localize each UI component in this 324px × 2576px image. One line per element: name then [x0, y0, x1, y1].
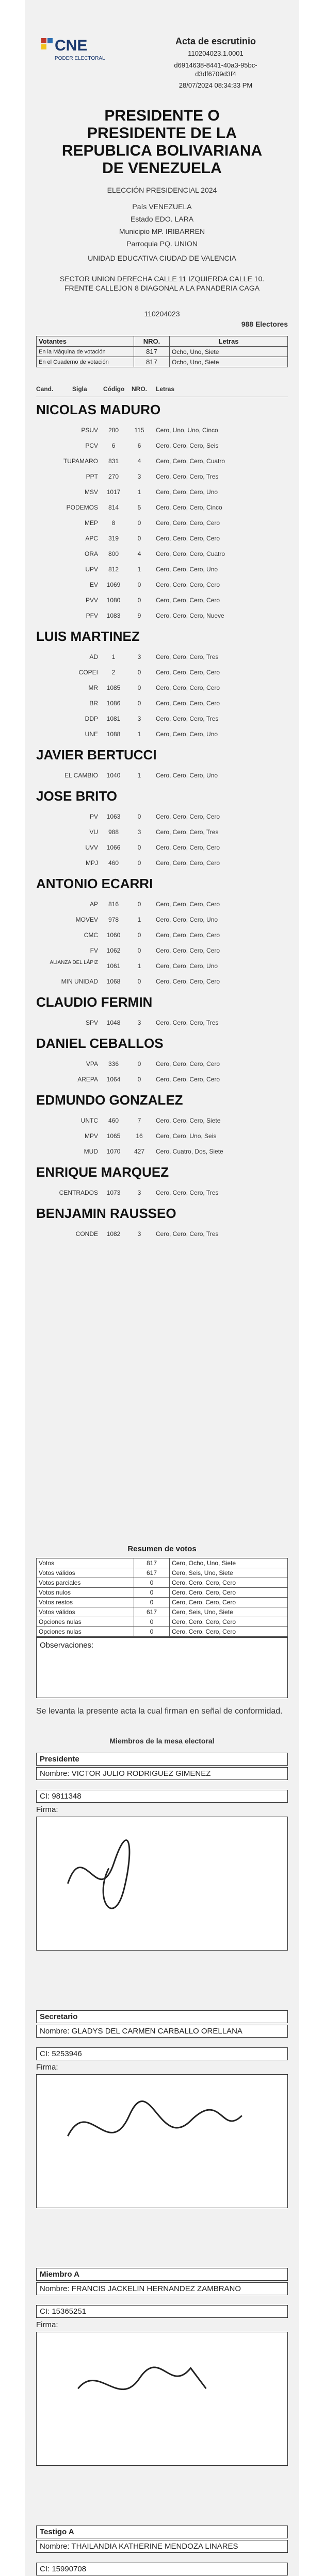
summary-nro: 617 [134, 1568, 170, 1578]
party-code: 1088 [106, 731, 121, 738]
acta-hash: d6914638-8441-40a3-95bc-d3df6709d3f4 [174, 61, 257, 78]
candidate-name: ANTONIO ECARRI [36, 876, 153, 891]
summary-row [37, 1568, 288, 1578]
party-votes-letters: Cero, Cero, Cero, Nueve [156, 612, 224, 619]
party-code: 2 [111, 669, 116, 676]
results-column-headers [36, 381, 288, 397]
party-votes: 3 [137, 1230, 141, 1238]
party-row [36, 1144, 288, 1159]
summary-row [37, 1598, 288, 1607]
party-sigla: APC [85, 535, 98, 542]
party-code: 1086 [106, 700, 121, 707]
party-row [36, 1056, 288, 1072]
party-row [36, 515, 288, 531]
party-sigla: EV [89, 581, 98, 588]
party-code: 814 [108, 504, 119, 511]
summary-nro: 0 [134, 1578, 170, 1588]
col-letras: Letras [156, 385, 175, 393]
party-sigla: CMC [84, 931, 98, 939]
party-votes: 9 [137, 612, 141, 619]
summary-label: Votos restos [37, 1598, 134, 1607]
party-votes: 0 [137, 700, 141, 707]
party-sigla: AD [89, 653, 98, 660]
members-title: Miembros de la mesa electoral [109, 1737, 215, 1745]
voters-machine-label: En la Máquina de votación [37, 347, 134, 357]
party-sigla: MPJ [86, 859, 98, 867]
party-row [36, 592, 288, 608]
summary-label: Opciones nulas [37, 1627, 134, 1637]
party-row [36, 608, 288, 623]
party-sigla: SPV [85, 1019, 98, 1026]
party-code: 1061 [106, 962, 121, 970]
party-votes-letters: Cero, Cero, Cero, Cinco [156, 504, 222, 511]
party-votes: 115 [134, 427, 144, 434]
party-votes: 0 [137, 901, 141, 908]
party-sigla: CONDE [75, 1230, 98, 1238]
party-votes: 0 [137, 1076, 141, 1083]
party-sigla: PODEMOS [66, 504, 98, 511]
party-code: 1063 [106, 813, 121, 820]
party-sigla: VU [89, 828, 98, 836]
party-code: 460 [108, 1117, 119, 1124]
party-row [36, 958, 288, 974]
party-row [36, 711, 288, 726]
party-sigla: PPT [86, 473, 98, 480]
party-row [36, 1128, 288, 1144]
party-votes: 0 [137, 978, 141, 985]
party-votes: 3 [137, 653, 141, 660]
candidate-name: ENRIQUE MARQUEZ [36, 1164, 169, 1180]
candidate-name: CLAUDIO FERMIN [36, 994, 153, 1010]
party-sigla: PCV [85, 442, 98, 449]
voters-book-label: En el Cuaderno de votación [37, 357, 134, 367]
party-code: 1048 [106, 1019, 121, 1026]
col-nro: NRO. [132, 385, 147, 393]
party-votes-letters: Cero, Cero, Cero, Cero [156, 1076, 220, 1083]
party-code: 1073 [106, 1189, 121, 1196]
location-code: 110204023 [144, 310, 180, 318]
party-votes-letters: Cero, Cero, Cero, Cero [156, 519, 220, 527]
party-votes: 0 [137, 597, 141, 604]
summary-nro: 617 [134, 1607, 170, 1617]
party-code: 1069 [106, 581, 121, 588]
party-sigla: PVV [85, 597, 98, 604]
party-sigla: CENTRADOS [59, 1189, 98, 1196]
candidate-name: EDMUNDO GONZALEZ [36, 1092, 183, 1108]
acta-receipt [25, 0, 299, 2576]
party-votes-letters: Cero, Cero, Cero, Cero [156, 947, 220, 954]
party-sigla: UNE [85, 731, 98, 738]
summary-letras: Cero, Seis, Uno, Siete [170, 1568, 288, 1578]
party-votes-letters: Cero, Cero, Cero, Cero [156, 535, 220, 542]
party-row [36, 824, 288, 840]
voters-book-nro: 817 [134, 357, 170, 367]
summary-row [37, 1627, 288, 1637]
party-code: 280 [108, 427, 119, 434]
party-votes: 0 [137, 669, 141, 676]
party-sigla: UNTC [80, 1117, 98, 1124]
col-code: Código [103, 385, 125, 393]
party-votes-letters: Cero, Cero, Cero, Cero [156, 844, 220, 851]
party-votes: 6 [137, 442, 141, 449]
party-sigla: TUPAMARO [63, 457, 98, 465]
party-votes-letters: Cero, Cero, Cero, Siete [156, 1117, 221, 1124]
party-votes-letters: Cero, Cero, Cero, Cuatro [156, 457, 225, 465]
party-votes: 3 [137, 1189, 141, 1196]
location-parish: Parroquia PQ. UNION [126, 240, 198, 248]
party-votes-letters: Cero, Cero, Cero, Uno [156, 916, 218, 923]
party-votes-letters: Cero, Cero, Cero, Cero [156, 700, 220, 707]
electors-count: 988 Electores [241, 320, 288, 328]
party-votes-letters: Cero, Cero, Cero, Uno [156, 566, 218, 573]
member-name: Nombre: VICTOR JULIO RODRIGUEZ GIMENEZ [36, 1767, 288, 1780]
summary-label: Votos válidos [37, 1568, 134, 1578]
party-votes-letters: Cero, Cero, Cero, Cero [156, 1060, 220, 1067]
party-votes-letters: Cero, Cero, Cero, Tres [156, 1019, 219, 1026]
party-votes: 0 [137, 581, 141, 588]
party-row [36, 469, 288, 484]
summary-title: Resumen de votos [127, 1545, 197, 1553]
party-votes: 0 [137, 684, 141, 691]
party-row [36, 422, 288, 438]
party-row [36, 500, 288, 515]
party-code: 1062 [106, 947, 121, 954]
location-state: Estado EDO. LARA [130, 215, 194, 223]
party-votes-letters: Cero, Cero, Cero, Tres [156, 715, 219, 722]
party-row [36, 680, 288, 696]
summary-table [36, 1558, 288, 1637]
party-row [36, 809, 288, 824]
voters-book-letras: Ocho, Uno, Siete [170, 357, 288, 367]
party-votes: 1 [137, 731, 141, 738]
party-sigla: MR [88, 684, 98, 691]
party-row [36, 943, 288, 958]
party-votes-letters: Cero, Cero, Cero, Uno [156, 772, 218, 779]
party-votes-letters: Cero, Cero, Cero, Tres [156, 473, 219, 480]
party-votes: 1 [137, 916, 141, 923]
party-votes-letters: Cero, Cero, Cero, Cero [156, 859, 220, 867]
location-sector: SECTOR UNION DERECHA CALLE 11 IZQUIERDA CALLE 10. FRENTE CALLEJON 8 DIAGONAL A LA PANADERIA CAGA [59, 275, 265, 292]
party-code: 800 [108, 550, 119, 557]
member-ci: CI: 9811348 [36, 1790, 288, 1803]
party-votes: 0 [137, 844, 141, 851]
party-row [36, 453, 288, 469]
summary-row [37, 1558, 288, 1568]
party-code: 1068 [106, 978, 121, 985]
summary-row [37, 1588, 288, 1598]
party-votes: 3 [137, 715, 141, 722]
party-votes: 1 [137, 962, 141, 970]
party-sigla: MPV [84, 1132, 98, 1140]
party-code: 831 [108, 457, 119, 465]
party-votes-letters: Cero, Cero, Cero, Tres [156, 828, 219, 836]
party-votes: 7 [137, 1117, 141, 1124]
party-sigla: PSUV [81, 427, 98, 434]
signature [36, 2074, 288, 2208]
summary-letras: Cero, Seis, Uno, Siete [170, 1607, 288, 1617]
acta-datetime: 28/07/2024 08:34:33 PM [179, 81, 253, 89]
party-row [36, 768, 288, 783]
summary-row [37, 1617, 288, 1627]
nro-header: NRO. [134, 336, 170, 347]
party-code: 812 [108, 566, 119, 573]
member-firma-label: Firma: [36, 2063, 58, 2072]
party-votes: 0 [137, 535, 141, 542]
party-votes-letters: Cero, Cero, Uno, Seis [156, 1132, 217, 1140]
summary-nro: 0 [134, 1598, 170, 1607]
party-sigla: ALIANZA DEL LÁPIZ [50, 960, 98, 965]
party-votes-letters: Cero, Cero, Cero, Cero [156, 669, 220, 676]
summary-nro: 0 [134, 1588, 170, 1598]
party-sigla: FV [90, 947, 98, 954]
party-votes: 0 [137, 931, 141, 939]
party-code: 1082 [106, 1230, 121, 1238]
summary-row [37, 1607, 288, 1617]
party-votes: 427 [134, 1148, 145, 1155]
party-votes-letters: Cero, Cero, Cero, Cero [156, 684, 220, 691]
voters-table [36, 336, 288, 367]
party-row [36, 665, 288, 680]
summary-letras: Cero, Cero, Cero, Cero [170, 1598, 288, 1607]
party-votes-letters: Cero, Cero, Cero, Tres [156, 1230, 219, 1238]
summary-nro: 0 [134, 1617, 170, 1627]
election-name: ELECCIÓN PRESIDENCIAL 2024 [107, 186, 217, 194]
party-code: 816 [108, 901, 119, 908]
party-sigla: MSV [84, 488, 98, 496]
party-sigla: MEP [84, 519, 98, 527]
party-row [36, 531, 288, 546]
party-votes-letters: Cero, Cero, Cero, Cuatro [156, 550, 225, 557]
summary-letras: Cero, Cero, Cero, Cero [170, 1627, 288, 1637]
acta-code: 110204023.1.0001 [188, 49, 244, 57]
party-votes: 3 [137, 828, 141, 836]
party-votes-letters: Cero, Cero, Cero, Uno [156, 488, 218, 496]
member-name: Nombre: GLADYS DEL CARMEN CARBALLO ORELLANA [36, 2025, 288, 2038]
party-votes: 3 [137, 1019, 141, 1026]
summary-nro: 817 [134, 1558, 170, 1568]
summary-nro: 0 [134, 1627, 170, 1637]
party-sigla: MOVEV [75, 916, 98, 923]
party-code: 1070 [106, 1148, 121, 1155]
party-votes: 0 [137, 519, 141, 527]
party-code: 988 [108, 828, 119, 836]
party-row [36, 562, 288, 577]
party-sigla: AP [89, 901, 98, 908]
member-firma-label: Firma: [36, 1805, 58, 1814]
voters-machine-nro: 817 [134, 347, 170, 357]
party-sigla: PV [89, 813, 98, 820]
location-center: UNIDAD EDUCATIVA CIUDAD DE VALENCIA [88, 254, 236, 262]
observations-box [36, 1637, 288, 1698]
party-votes-letters: Cero, Cuatro, Dos, Siete [156, 1148, 223, 1155]
summary-label: Votos parciales [37, 1578, 134, 1588]
party-votes-letters: Cero, Cero, Cero, Cero [156, 931, 220, 939]
party-row [36, 649, 288, 665]
party-votes-letters: Cero, Cero, Cero, Tres [156, 1189, 219, 1196]
party-sigla: EL CAMBIO [64, 772, 98, 779]
party-votes: 16 [136, 1132, 143, 1140]
signature-stroke [68, 2101, 241, 2136]
party-sigla: UVV [85, 844, 98, 851]
summary-letras: Cero, Cero, Cero, Cero [170, 1588, 288, 1598]
member-name: Nombre: FRANCIS JACKELIN HERNANDEZ ZAMBRANO [36, 2282, 288, 2295]
party-row [36, 855, 288, 871]
summary-letras: Cero, Ocho, Uno, Siete [170, 1558, 288, 1568]
party-row [36, 546, 288, 562]
party-votes-letters: Cero, Cero, Cero, Seis [156, 442, 219, 449]
party-row [36, 1226, 288, 1242]
party-row [36, 577, 288, 592]
party-row [36, 1072, 288, 1087]
member-role: Miembro A [36, 2268, 288, 2281]
candidate-name: LUIS MARTINEZ [36, 629, 140, 644]
conformity-text: Se levanta la presente acta la cual firman en señal de conformidad. [36, 1707, 283, 1716]
party-votes: 5 [137, 504, 141, 511]
party-votes: 0 [137, 813, 141, 820]
summary-label: Votos [37, 1558, 134, 1568]
member-name: Nombre: THAILANDIA KATHERINE MENDOZA LINARES [36, 2540, 288, 2553]
location-municipality: Municipio MP. IRIBARREN [119, 227, 205, 235]
member-ci: CI: 15365251 [36, 2305, 288, 2318]
party-votes-letters: Cero, Cero, Cero, Cero [156, 813, 220, 820]
logo-text: CNE [55, 37, 88, 54]
party-code: 1085 [106, 684, 121, 691]
party-code: 1064 [106, 1076, 121, 1083]
party-code: 1040 [106, 772, 121, 779]
acta-title: Acta de escrutinio [175, 36, 256, 46]
member-role: Presidente [36, 1753, 288, 1766]
member-role: Testigo A [36, 2526, 288, 2538]
party-votes: 0 [137, 947, 141, 954]
member-ci: CI: 5253946 [36, 2047, 288, 2060]
party-row [36, 696, 288, 711]
party-sigla: COPEI [78, 669, 98, 676]
party-row [36, 840, 288, 855]
summary-letras: Cero, Cero, Cero, Cero [170, 1578, 288, 1588]
member-firma-label: Firma: [36, 2320, 58, 2329]
party-code: 8 [111, 519, 116, 527]
party-code: 978 [108, 916, 119, 923]
party-sigla: AREPA [77, 1076, 98, 1083]
party-sigla: VPA [86, 1060, 98, 1067]
candidate-name: JAVIER BERTUCCI [36, 747, 157, 762]
party-row [36, 974, 288, 989]
letras-header: Letras [170, 336, 288, 347]
party-votes-letters: Cero, Cero, Cero, Cero [156, 978, 220, 985]
party-code: 1 [111, 653, 116, 660]
party-row [36, 1113, 288, 1128]
party-code: 336 [108, 1060, 119, 1067]
party-votes-letters: Cero, Cero, Cero, Uno [156, 962, 218, 970]
candidate-name: DANIEL CEBALLOS [36, 1036, 164, 1051]
party-code: 1080 [106, 597, 121, 604]
party-votes: 1 [137, 772, 141, 779]
signature [36, 1817, 288, 1951]
party-row [36, 927, 288, 943]
signature-stroke [68, 1840, 129, 1908]
party-votes: 0 [137, 859, 141, 867]
party-row [36, 912, 288, 927]
party-sigla: ORA [84, 550, 98, 557]
party-votes-letters: Cero, Uno, Uno, Cinco [156, 427, 218, 434]
page-title: PRESIDENTE O PRESIDENTE DE LA REPUBLICA BOLIVARIANA DE VENEZUELA [61, 107, 263, 177]
party-sigla: UPV [85, 566, 98, 573]
signature [36, 2332, 288, 2466]
party-code: 1060 [106, 931, 121, 939]
party-votes: 1 [137, 488, 141, 496]
party-code: 1066 [106, 844, 121, 851]
party-row [36, 1185, 288, 1200]
location-country: País VENEZUELA [132, 202, 192, 211]
observations-label: Observaciones: [40, 1641, 94, 1650]
summary-label: Votos nulos [37, 1588, 134, 1598]
party-code: 1081 [106, 715, 121, 722]
cne-logo [38, 31, 116, 72]
signature-stroke [78, 2367, 206, 2389]
party-row [36, 726, 288, 742]
party-votes: 0 [137, 1060, 141, 1067]
candidate-name: BENJAMIN RAUSSEO [36, 1206, 176, 1221]
party-votes: 1 [137, 566, 141, 573]
party-code: 460 [108, 859, 119, 867]
party-votes-letters: Cero, Cero, Cero, Cero [156, 597, 220, 604]
party-code: 6 [111, 442, 116, 449]
party-votes: 4 [137, 457, 141, 465]
party-row [36, 484, 288, 500]
party-sigla: PFV [86, 612, 98, 619]
party-row [36, 896, 288, 912]
summary-row [37, 1578, 288, 1588]
party-sigla: MIN UNIDAD [61, 978, 98, 985]
party-sigla: MUD [84, 1148, 98, 1155]
summary-label: Opciones nulas [37, 1617, 134, 1627]
party-votes-letters: Cero, Cero, Cero, Tres [156, 653, 219, 660]
party-votes-letters: Cero, Cero, Cero, Uno [156, 731, 218, 738]
party-votes-letters: Cero, Cero, Cero, Cero [156, 901, 220, 908]
voters-header: Votantes [37, 336, 134, 347]
logo-subtext: PODER ELECTORAL [55, 56, 105, 61]
party-votes-letters: Cero, Cero, Cero, Cero [156, 581, 220, 588]
party-votes: 3 [137, 473, 141, 480]
voters-machine-letras: Ocho, Uno, Siete [170, 347, 288, 357]
party-code: 1017 [106, 488, 121, 496]
summary-label: Votos válidos [37, 1607, 134, 1617]
candidate-name: NICOLAS MADURO [36, 402, 161, 417]
party-sigla: BR [89, 700, 98, 707]
party-code: 270 [108, 473, 119, 480]
party-code: 319 [108, 535, 119, 542]
col-cand: Cand. [36, 385, 54, 393]
party-votes: 4 [137, 550, 141, 557]
party-row [36, 438, 288, 453]
party-sigla: DDP [85, 715, 98, 722]
party-row [36, 1015, 288, 1030]
member-role: Secretario [36, 2010, 288, 2023]
summary-letras: Cero, Cero, Cero, Cero [170, 1617, 288, 1627]
party-code: 1065 [106, 1132, 121, 1140]
col-sigla: Sigla [72, 385, 87, 393]
party-code: 1083 [106, 612, 121, 619]
candidate-name: JOSE BRITO [36, 788, 118, 804]
member-ci: CI: 15990708 [36, 2563, 288, 2575]
